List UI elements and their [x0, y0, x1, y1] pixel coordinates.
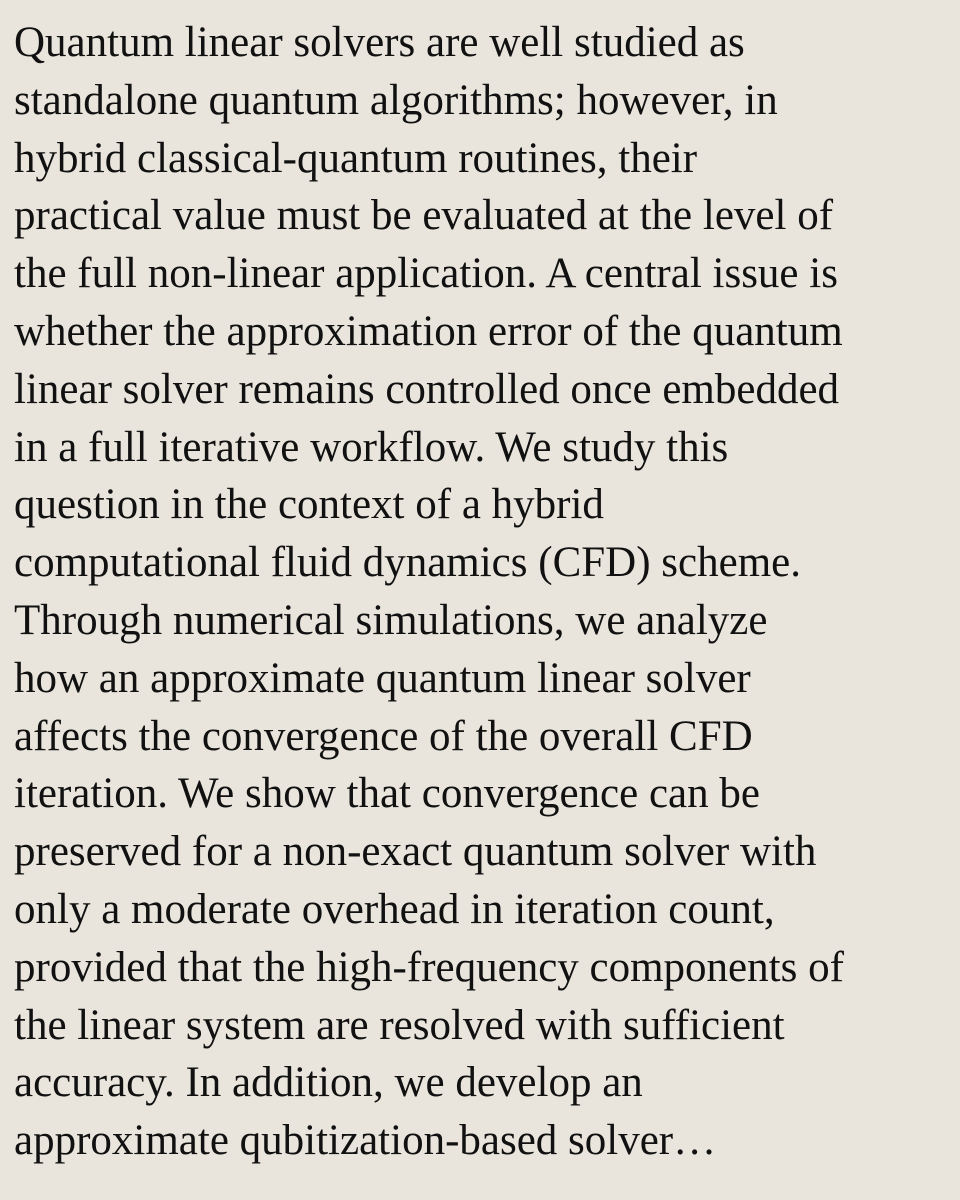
- text-line: preserved for a non-exact quantum solver with: [14, 828, 817, 876]
- text-line: provided that the high-frequency components of: [14, 943, 844, 991]
- abstract-text: [14, 14, 954, 1170]
- text-line: whether the approximation error of the quantum: [14, 307, 843, 355]
- text-line: iteration. We show that convergence can be: [14, 770, 760, 818]
- text-line: the linear system are resolved with sufficient: [14, 1001, 785, 1049]
- text-line: practical value must be evaluated at the level of: [14, 192, 834, 240]
- text-line: Through numerical simulations, we analyze: [14, 596, 768, 644]
- text-line: how an approximate quantum linear solver: [14, 654, 751, 702]
- text-line: accuracy. In addition, we develop an: [14, 1059, 643, 1107]
- text-line: standalone quantum algorithms; however, in: [14, 76, 778, 124]
- text-line: the full non-linear application. A central issue is: [14, 250, 838, 298]
- text-line: in a full iterative workflow. We study this: [14, 423, 729, 471]
- text-line: linear solver remains controlled once embedded: [14, 365, 840, 413]
- text-line: affects the convergence of the overall CFD: [14, 712, 753, 760]
- text-line: computational fluid dynamics (CFD) scheme.: [14, 539, 801, 587]
- text-line: question in the context of a hybrid: [14, 481, 604, 529]
- text-line: hybrid classical-quantum routines, their: [14, 134, 698, 182]
- text-line: only a moderate overhead in iteration count,: [14, 885, 775, 933]
- text-line: Quantum linear solvers are well studied as: [14, 19, 745, 66]
- text-line: approximate qubitization-based solver…: [14, 1117, 717, 1165]
